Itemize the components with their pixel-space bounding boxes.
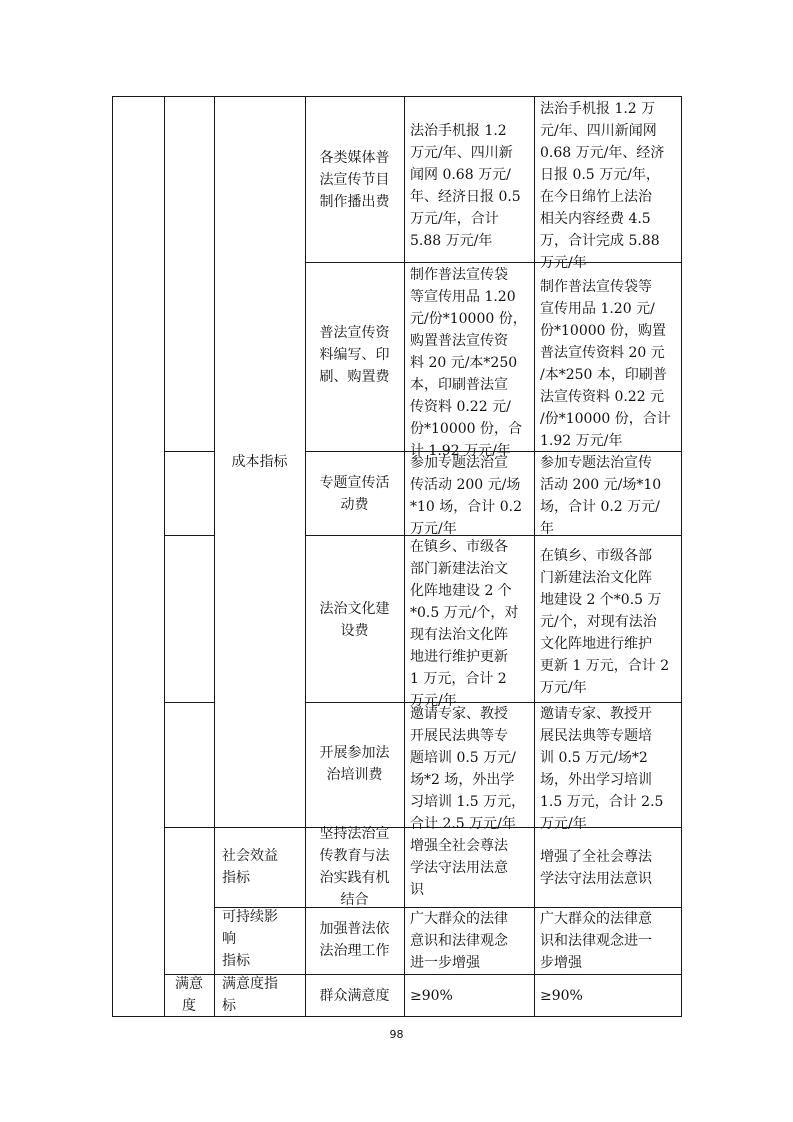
table-cell-target: 法治手机报 1.2 万元/年、四川新 闻网 0.68 万元/ 年、经济日报 0.5 万元/年，合计 5.88 万元/年 — [410, 123, 521, 249]
table-cell-item: 各类媒体普 法宣传节目 制作播出费 — [319, 150, 390, 210]
row-divider — [164, 702, 215, 703]
table-divider — [404, 96, 405, 1017]
table-cell-target: 邀请专家、教授 开展民法典等专 题培训 0.5 万元/ 场*2 场，外出学 习培训 1.5 万元， 合计 2.5 万元/年 — [410, 706, 526, 832]
table-border-right — [681, 96, 682, 1017]
table-cell-target: 增强全社会尊法 学法守法用法意 识 — [410, 838, 508, 898]
table-cell-actual: 制作普法宣传袋等 宣传用品 1.20 元/ 份*10000 份，购置 普法宣传资料 20 元 /本*250 本，印刷普 法宣传资料 0.22 元 /份*10000 份，合计 1.92 万元/年 — [540, 279, 671, 449]
table-cell-actual: 法治手机报 1.2 万 元/年、四川新闻网 0.68 万元/年、经济 日报 0.5 万元/年， 在今日绵竹上法治 相关内容经费 4.5 万，合计完成 5.88 万元/年 — [540, 101, 665, 271]
sustainability-label: 可持续影 响 指标 — [222, 909, 278, 969]
table-cell-target: 广大群众的法律 意识和法律观念 进一步增强 — [410, 911, 508, 971]
table-cell-actual: 邀请专家、教授开 展民法典等专题培 训 0.5 万元/场*2 场，外出学习培训 1.5 万元，合计 2.5 万元/年 — [540, 706, 664, 832]
table-cell-actual: 在镇乡、市级各部 门新建法治文化阵 地建设 2 个*0.5 万 元/个，对现有法治 文化阵地进行维护 更新 1 万元，合计 2 万元/年 — [540, 548, 670, 696]
table-cell-item: 坚持法治宣 传教育与法 治实践有机 结合 — [319, 826, 390, 908]
table-cell-target: 制作普法宣传袋 等宣传用品 1.20 元/份*10000 份， 购置普法宣传资 料 20 元/本*250 本，印刷普法宣 传资料 0.22 元/ 份*10000 份，合 计 1.92 万元/年 — [410, 267, 527, 459]
table-cell-item: 专题宣传活 动费 — [319, 475, 390, 513]
row-divider — [164, 451, 215, 452]
cost-indicator-label: 成本指标 — [231, 454, 288, 470]
table-divider — [534, 96, 535, 1017]
table-cell-actual: 增强了全社会尊法 学法守法用法意识 — [540, 849, 652, 887]
table-cell-item: 群众满意度 — [319, 988, 390, 1004]
table-cell-item: 加强普法依 法治理工作 — [319, 921, 390, 959]
table-border-left — [112, 96, 113, 1017]
table-cell-target: 参加专题法治宣 传活动 200 元/场 *10 场，合计 0.2 万元/年 — [410, 455, 522, 537]
table-cell-item: 开展参加法 治培训费 — [319, 745, 390, 783]
table-cell-item: 普法宣传资 料编写、印 刷、购置费 — [319, 325, 390, 385]
table-border-top — [112, 96, 682, 97]
table-cell-target: ≥90% — [410, 988, 453, 1004]
table-cell-item: 法治文化建 设费 — [319, 601, 390, 639]
table-divider — [214, 96, 215, 1017]
table-cell-actual: 广大群众的法律意 识和法律观念进一 步增强 — [540, 911, 652, 971]
table-cell-target: 在镇乡、市级各 部门新建法治文 化阵地建设 2 个 *0.5 万元/个，对 现有法治文化阵 地进行维护更新 1 万元，合计 2 万元/年 — [410, 539, 519, 709]
table-cell-actual: ≥90% — [540, 988, 583, 1004]
satisfaction-category: 满意 度 — [175, 976, 203, 1014]
satisfaction-indicator-label: 满意度指 标 — [222, 976, 278, 1014]
social-benefit-label: 社会效益 指标 — [222, 848, 278, 886]
table-divider — [164, 96, 165, 1017]
page-number: 98 — [389, 1028, 404, 1041]
table-cell-actual: 参加专题法治宣传 活动 200 元/场*10 场，合计 0.2 万元/ 年 — [540, 455, 662, 537]
row-divider — [164, 535, 215, 536]
